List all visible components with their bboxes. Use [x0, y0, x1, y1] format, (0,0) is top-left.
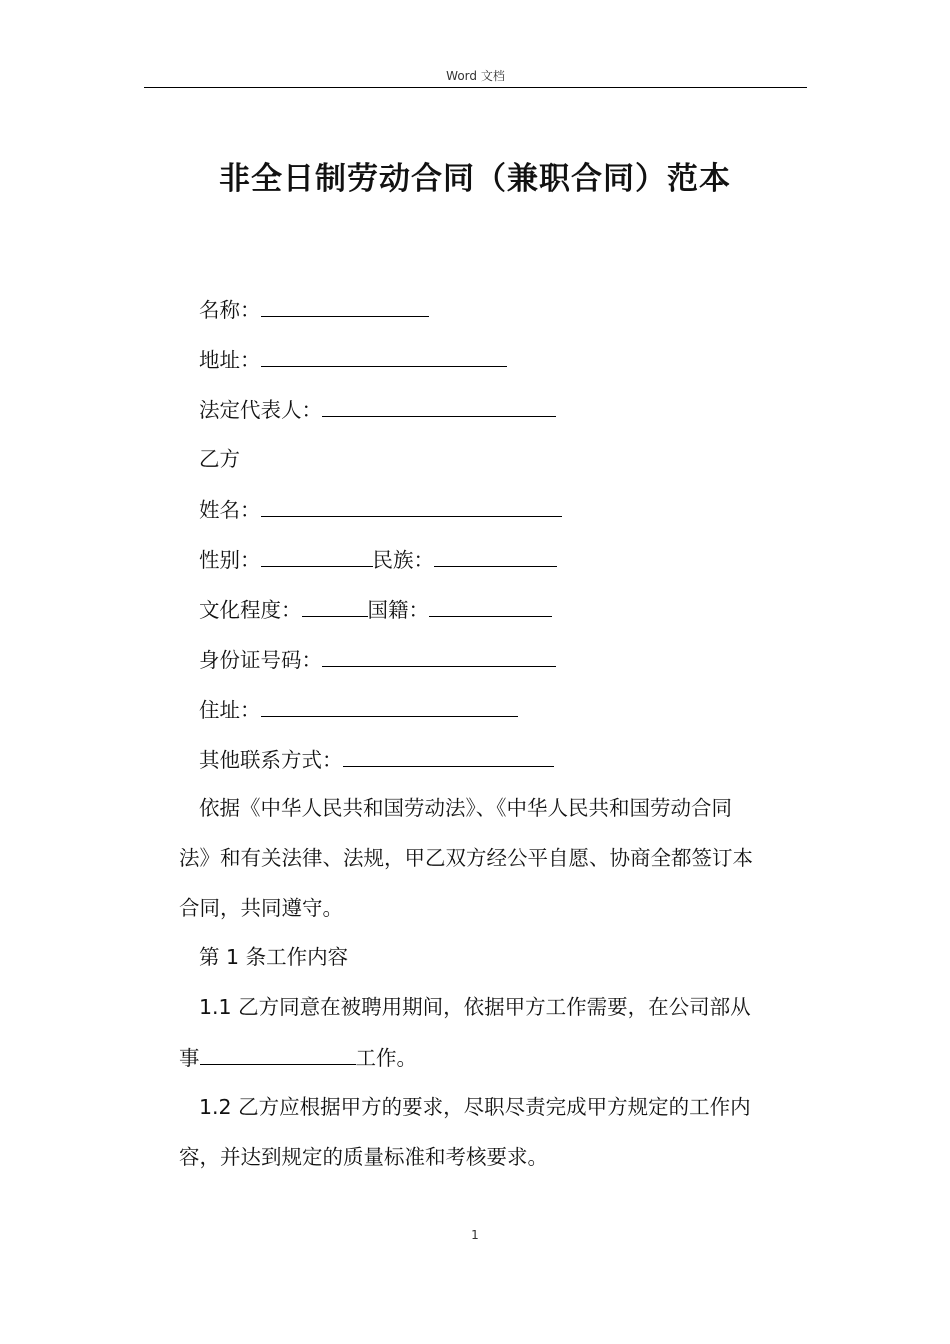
field-address-label: 地址： [199, 348, 261, 372]
field-education-label: 文化程度： [199, 598, 302, 622]
field-nationality-blank[interactable] [429, 594, 552, 617]
preamble-line-1: 依据《中华人民共和国劳动法》、《中华人民共和国劳动合同 [199, 796, 732, 820]
field-residence-blank[interactable] [261, 694, 518, 717]
field-legal-rep-label: 法定代表人： [199, 398, 322, 422]
field-full-name-blank[interactable] [261, 494, 562, 517]
field-full-name [199, 494, 562, 525]
clause-1-2-line-1: 1.2 乙方应根据甲方的要求，尽职尽责完成甲方规定的工作内 [199, 1095, 751, 1119]
clause-1-1-suffix: 工作。 [355, 1046, 417, 1070]
article-1-heading: 第 1 条工作内容 [199, 945, 349, 969]
field-address [199, 344, 507, 375]
field-gender-label: 性别： [199, 548, 261, 572]
field-id-number [199, 644, 556, 675]
field-residence-label: 住址： [199, 698, 261, 722]
field-id-number-blank[interactable] [322, 644, 556, 667]
field-legal-rep [199, 394, 556, 425]
field-gender-ethnicity [199, 544, 557, 575]
clause-1-1-prefix: 事 [179, 1046, 200, 1070]
field-name-blank[interactable] [261, 294, 429, 317]
header-rule [144, 87, 807, 88]
field-id-number-label: 身份证号码： [199, 648, 322, 672]
field-other-contact [199, 744, 554, 775]
clause-1-1-line-2 [179, 1042, 417, 1073]
clause-1-2-line-2: 容，并达到规定的质量标准和考核要求。 [179, 1145, 548, 1169]
field-address-blank[interactable] [261, 344, 507, 367]
field-nationality-label: 国籍： [367, 598, 429, 622]
field-ethnicity-blank[interactable] [434, 544, 557, 567]
preamble-line-3: 合同，共同遵守。 [179, 896, 343, 920]
field-residence [199, 694, 518, 725]
field-gender-blank[interactable] [261, 544, 373, 567]
field-other-contact-label: 其他联系方式： [199, 748, 343, 772]
field-ethnicity-label: 民族： [372, 548, 434, 572]
party-b-heading: 乙方 [199, 447, 240, 471]
department-blank[interactable] [200, 1042, 356, 1065]
field-education-nationality [199, 594, 552, 625]
clause-1-1-line-1: 1.1 乙方同意在被聘用期间，依据甲方工作需要，在公司部从 [199, 995, 751, 1019]
document-title: 非全日制劳动合同（兼职合同）范本 [219, 161, 731, 197]
field-name [199, 294, 429, 325]
field-full-name-label: 姓名： [199, 498, 261, 522]
field-name-label: 名称： [199, 298, 261, 322]
page-header: Word 文档 [446, 69, 505, 83]
preamble-line-2: 法》和有关法律、法规，甲乙双方经公平自愿、协商全都签订本 [179, 846, 753, 870]
field-legal-rep-blank[interactable] [322, 394, 556, 417]
field-other-contact-blank[interactable] [343, 744, 554, 767]
page-number: 1 [471, 1228, 479, 1242]
field-education-blank[interactable] [302, 594, 368, 617]
